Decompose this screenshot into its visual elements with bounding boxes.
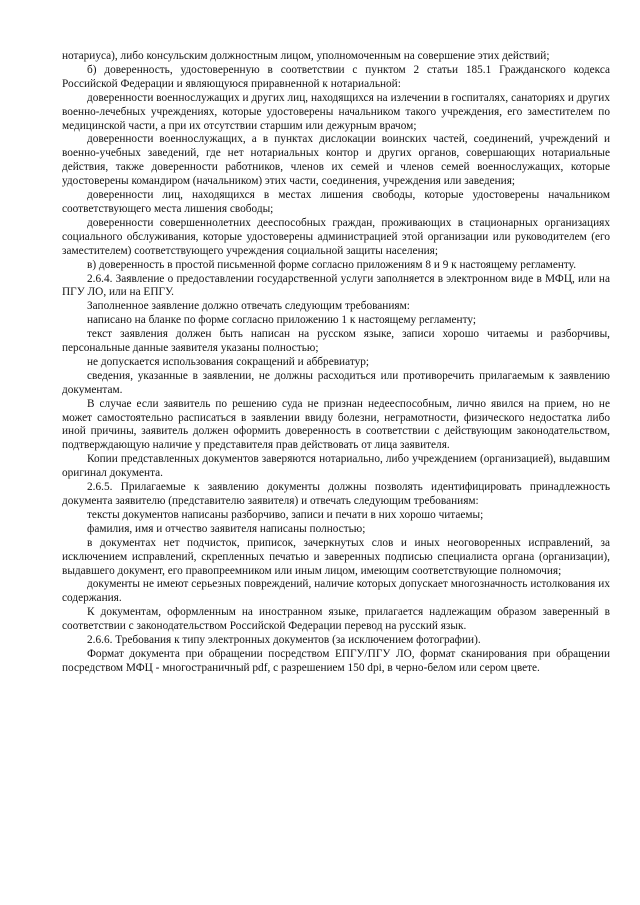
paragraph: доверенности совершеннолетних дееспособных граждан, проживающих в стационарных организациях социального обслуживания, которые удостоверены администрацией этой организации или руководителем (его заместителем) соответствующего учреждения социальной защиты населения; xyxy=(62,216,610,257)
paragraph: написано на бланке по форме согласно приложению 1 к настоящему регламенту; xyxy=(87,314,477,327)
paragraph: фамилия, имя и отчество заявителя написаны полностью; xyxy=(87,522,366,535)
paragraph: доверенности лиц, находящихся в местах лишения свободы, которые удостоверены начальником соответствующего места лишения свободы; xyxy=(62,189,610,215)
paragraph: Заполненное заявление должно отвечать следующим требованиям: xyxy=(87,300,410,313)
paragraph: нотариуса), либо консульским должностным лицом, уполномоченным на совершение этих действий; xyxy=(62,50,550,62)
paragraph: сведения, указанные в заявлении, не должны расходиться или противоречить прилагаемым к заявлению документам. xyxy=(62,369,610,396)
paragraph: текст заявления должен быть написан на русском языке, записи хорошо читаемы и разборчивы, персональные данные заявителя указаны полностью; xyxy=(62,328,610,355)
paragraph: 2.6.6. Требования к типу электронных документов (за исключением фотографии). xyxy=(87,634,481,647)
paragraph: тексты документов написаны разборчиво, записи и печати в них хорошо читаемы; xyxy=(87,508,484,521)
paragraph: документы не имеют серьезных повреждений, наличие которых допускает многозначность истолкования их содержания. xyxy=(62,578,610,605)
paragraph: доверенности военнослужащих и других лиц, находящихся на излечении в госпиталях, санаториях и других военно-лечебных учреждениях, которые удостоверены начальником такого учреждения, его заместителем по медицинской части, а при их отсутствии старшим или дежурным врачом; xyxy=(62,91,610,132)
paragraph: б) доверенность, удостоверенную в соответствии с пунктом 2 статьи 185.1 Гражданского кодекса Российской Федерации и являющуюся приравненной к нотариальной: xyxy=(62,63,610,90)
paragraph: в документах нет подчисток, приписок, зачеркнутых слов и иных неоговоренных исправлений, за исключением исправлений, скрепленных печатью и заверенных подписью специалиста органа (организации), выдавшего документ, его правопреемником или иным лицом, имеющим соответствующие полномочия; xyxy=(62,536,610,577)
paragraph: доверенности военнослужащих, а в пунктах дислокации воинских частей, соединений, учреждений и военно-учебных заведений, где нет нотариальных контор и других органов, совершающих нотариальные действия, также доверенности работников, членов их семей и членов семей военнослужащих, которые удостоверены командиром (начальником) этих части, соединения, учреждения или заведения; xyxy=(62,133,610,188)
paragraph: 2.6.5. Прилагаемые к заявлению документы должны позволять идентифицировать принадлежность документа заявителю (представителю заявителя) и отвечать следующим требованиям: xyxy=(62,481,610,507)
paragraph: 2.6.4. Заявление о предоставлении государственной услуги заполняется в электронном виде в МФЦ, или на ПГУ ЛО, или на ЕПГУ. xyxy=(62,272,610,299)
paragraph: в) доверенность в простой письменной форме согласно приложениям 8 и 9 к настоящему регламенту. xyxy=(87,258,577,271)
paragraph: Копии представленных документов заверяются нотариально, либо учреждением (организацией), выдавшим оригинал документа. xyxy=(62,453,610,480)
paragraph: Формат документа при обращении посредством ЕПГУ/ПГУ ЛО, формат сканирования при обращении посредством МФЦ - многостраничный pdf, с разрешением 150 dpi, в черно-белом или сером цвете. xyxy=(62,647,610,674)
paragraph: не допускается использования сокращений и аббревиатур; xyxy=(87,355,370,368)
paragraph: К документам, оформленным на иностранном языке, прилагается надлежащим образом заверенный в соответствии с законодательством Российской Федерации перевод на русский язык. xyxy=(62,606,610,633)
paragraph: В случае если заявитель по решению суда не признан недееспособным, лично явился на прием, но не может самостоятельно расписаться в заявлении ввиду болезни, неграмотности, физического недостатка либо иной причины, заявитель должен оформить доверенность в соответствии с действующим законодательством, подтверждающую наличие у представителя прав действовать от лица заявителя. xyxy=(62,397,610,452)
